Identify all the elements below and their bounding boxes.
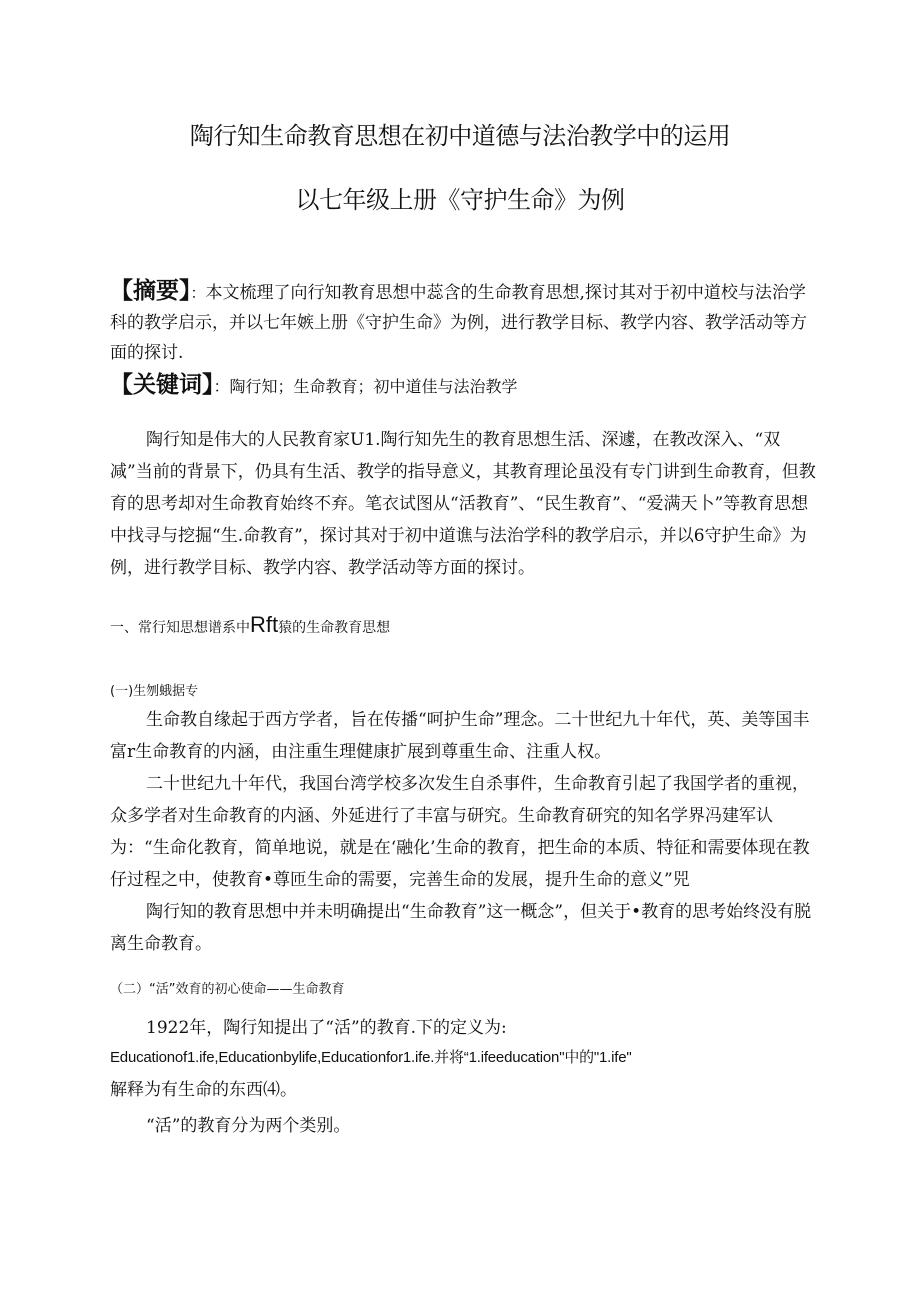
section-heading-1 — [110, 612, 390, 641]
life-education-paragraphs — [110, 704, 816, 960]
explain-paragraph — [110, 1074, 816, 1106]
keywords-text: ：陶行知；生命教育；初中道佳与法治教学 — [213, 377, 518, 396]
paragraph-1922 — [110, 1012, 816, 1044]
paragraph-1922-text: 1922年，陶行知提出了“活”的教育.下的定义为: — [146, 1018, 507, 1038]
abstract-text: 本文梳理了向行知教育思想中蕊含的生命教育思想,探讨其对于初中道校与法治学科的教学启示，并以七年嫉上册《守护生命》为例，进行教学目标、教学内容、教学活动等方面的探讨. — [110, 283, 807, 363]
intro-text: 陶行知是伟大的人民教育家U1.陶行知先生的教育思想生活、深遽，在教改深入、“双减”当前的背景下，仍具有生活、教学的指导意义，其教育理论虽没有专门讲到生命教育，但教育的思考却对生命教育始终不弃。笔衣试图从“活教育”、“民生教育”、“爱满天卜”等教育思想中找寻与挖掘“生.命教育”，探讨其对于初中道谯与法治学科的教学启示，并以6守护生命》为例，进行教学目标、教学内容、教学活动等方面的探讨。 — [110, 430, 816, 578]
abstract-label: 【摘要】 — [110, 278, 191, 304]
keywords-label: 【关键词】 — [110, 372, 214, 398]
english-definition-line: Educationof1.ife,Educationbylife,Educationfor1.ife.并将“1.ifeeducation"中的"1.ife" — [110, 1049, 632, 1066]
subsection-heading-1: (一)生刎蛾据专 — [110, 684, 199, 699]
section-heading-1-big: Rft — [250, 612, 279, 637]
keywords — [110, 368, 518, 404]
section-heading-1-suffix: 猿的生命教育思想 — [278, 620, 391, 636]
categories-text: “活”的教育分为两个类别。 — [146, 1116, 351, 1136]
section-heading-1-prefix: 一、常行知思想谱系中 — [110, 620, 250, 636]
paragraph: 生命教自缘起于西方学者，旨在传播“呵护生命”理念。二十世纪九十年代，英、美等国丰富r生命教育的内涵，由注重生理健康扩展到尊重生命、注重人权。 — [110, 710, 810, 762]
abstract — [110, 276, 816, 368]
paragraph: 陶行知的教育思想中并未明确提出“生命教育”这一概念”，但关于•教育的思考始终没有脱离生命教育。 — [110, 902, 812, 954]
document-title: 陶行知生命教育思想在初中道德与法治教学中的运用 — [189, 122, 731, 150]
document-subtitle: 以七年级上册《守护生命》为例 — [295, 186, 625, 214]
paragraph: 二十世纪九十年代，我国台湾学校多次发生自杀事件，生命教育引起了我国学者的重视，众多学者对生命教育的内涵、外延进行了丰富与研究。生命教育研究的知名学界冯建军认为：“生命化教育，简单地说，就是在‘融化’生命的教育，把生命的本质、特征和需要体现在教仔过程之中，使教育•尊匝生命的需要，完善生命的发展，提升生命的意义”兕 — [110, 774, 810, 890]
explain-text: 解释为有生命的东西⑷。 — [110, 1080, 297, 1100]
categories-paragraph — [110, 1110, 816, 1142]
intro-paragraph — [110, 424, 816, 584]
subsection-heading-2: （二）“活”效育的初心使命——生命教育 — [110, 982, 345, 997]
abstract-colon: ： — [190, 284, 206, 302]
